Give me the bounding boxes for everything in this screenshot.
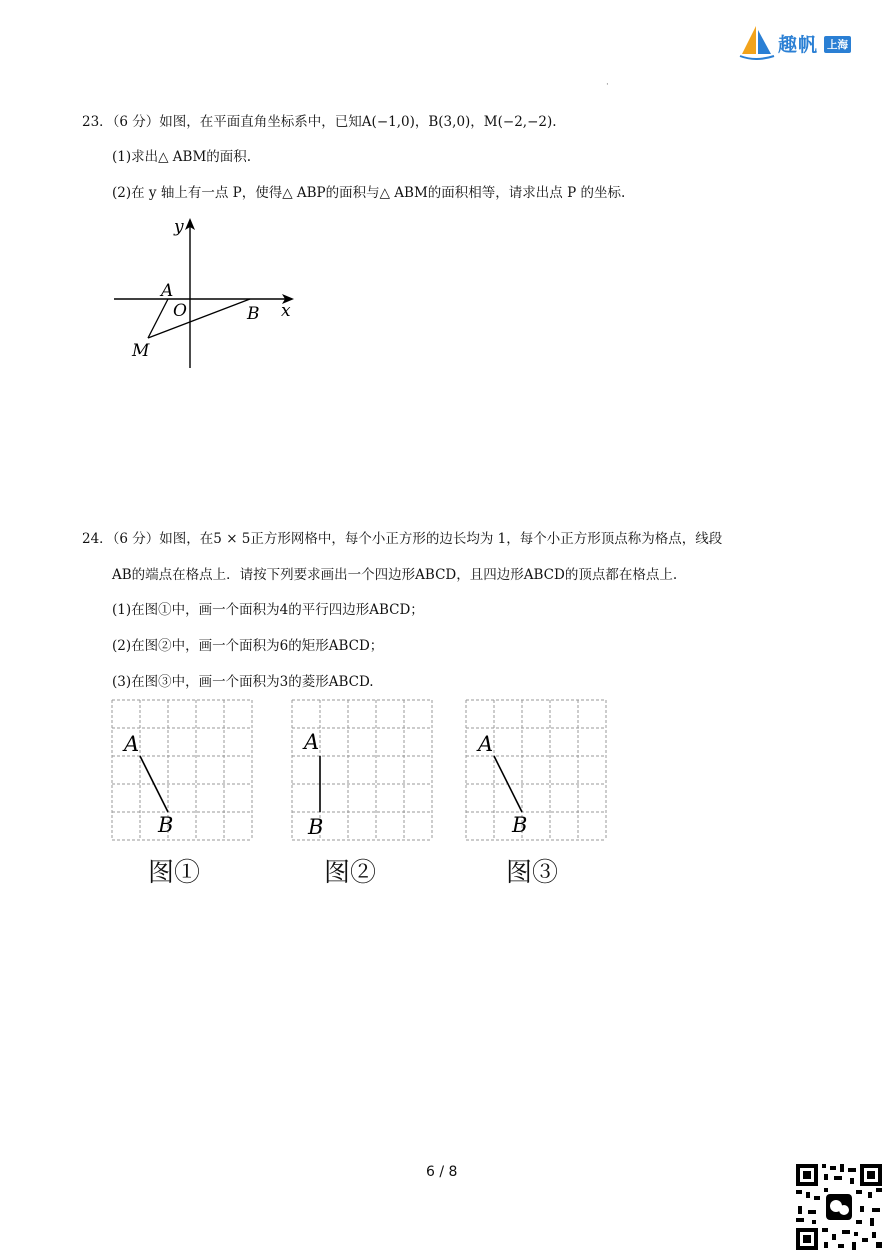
q24-part1: (1)在图①中，画一个面积为4的平行四边形ABCD； [112,602,424,618]
label-o: O [173,301,187,321]
q24-part2: (2)在图②中，画一个面积为6的矩形ABCD； [112,638,384,654]
label-m: M [132,341,150,361]
q24-stem-line2: AB的端点在格点上．请按下列要求画出一个四边形ABCD，且四边形ABCD的顶点都在格点上. [112,567,678,583]
label-y: y [174,217,184,237]
grid3-caption: 图③ [506,858,559,888]
label-b: B [247,304,260,324]
q23-part1: (1)求出△ ABM的面积. [112,149,252,165]
q24-part3: (3)在图③中，画一个面积为3的菱形ABCD. [112,674,374,690]
label-a: A [161,281,174,301]
grid1-caption: 图① [148,858,201,888]
header-dot: · [606,80,609,90]
grid2-label-a: A [304,730,320,754]
page-number: 6 / 8 [426,1164,458,1180]
brand-logo [738,22,860,62]
sailboat-icon [738,24,778,60]
logo-text: 趣帆 [778,34,819,56]
grid-figure-2 [284,692,444,852]
segment-mb [148,299,250,338]
grid1-label-a: A [124,732,140,756]
grid2-caption: 图② [324,858,377,888]
q23-part2: (2)在 y 轴上有一点 P，使得△ ABP的面积与△ ABM的面积相等，请求出点 P 的坐标. [112,185,626,201]
grid-figure-3 [458,692,618,852]
grid-figure-1 [104,692,264,852]
label-x: x [281,301,291,321]
grid1-label-b: B [158,813,174,837]
grid3-label-a: A [478,732,494,756]
logo-badge: 上海 [824,36,851,53]
q24-stem-line1: 24．（6 分）如图，在5 × 5正方形网格中，每个小正方形的边长均为 1，每个小正方形顶点称为格点，线段 [82,531,723,547]
qr-code-icon [794,1162,884,1252]
grid3-label-b: B [512,813,528,837]
q23-coordinate-figure [108,210,308,375]
grid2-label-b: B [308,815,324,839]
q23-stem: 23．（6 分）如图，在平面直角坐标系中，已知A(−1,0)，B(3,0)，M(−2,−2). [82,114,557,130]
